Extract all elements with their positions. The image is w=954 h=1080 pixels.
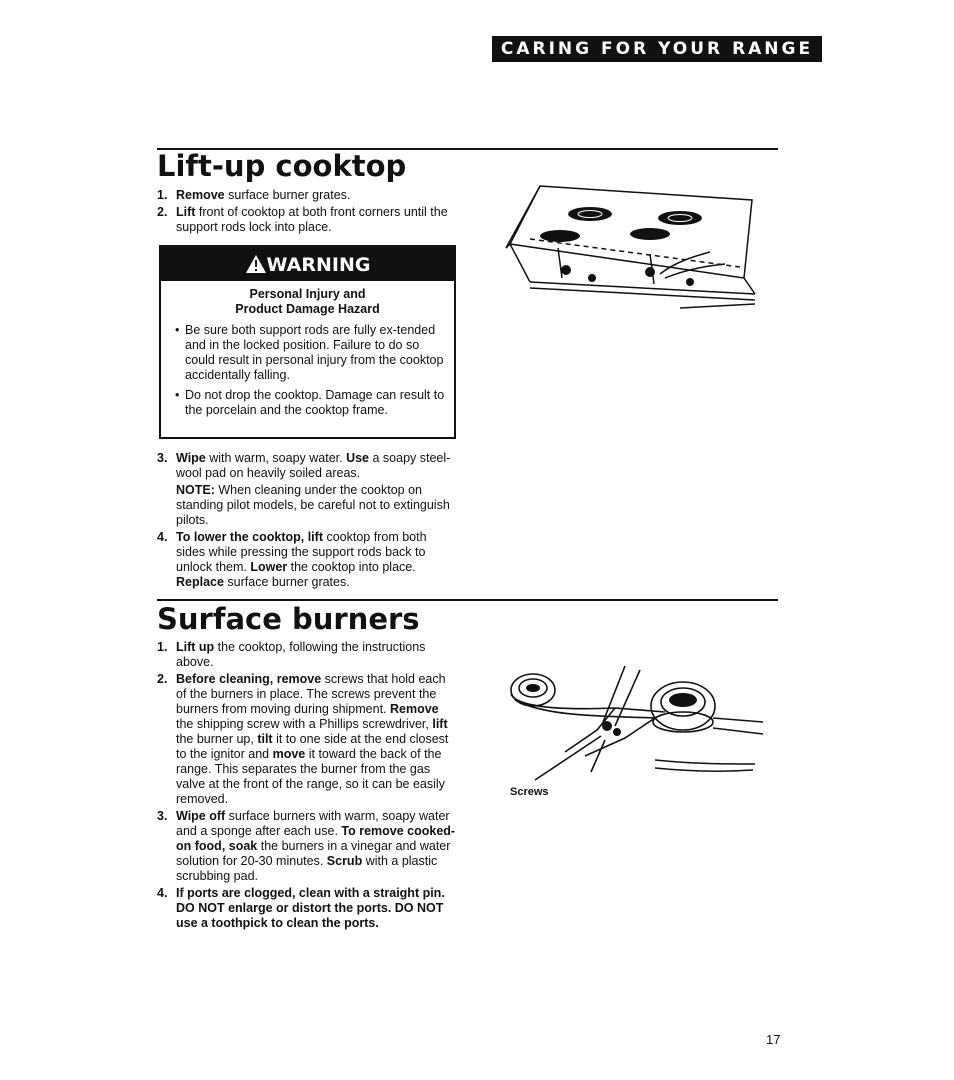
warning-label: WARNING	[266, 254, 371, 276]
page-number: 17	[766, 1032, 781, 1047]
warning-box	[159, 245, 456, 439]
lift-cooktop-title: Lift-up cooktop	[157, 149, 407, 183]
lifted-cooktop-illustration	[500, 182, 760, 312]
burner-steps	[157, 640, 457, 933]
step-item: 4. If ports are clogged, clean with a straight pin. DO NOT enlarge or distort the ports. DO NOT use a toothpick to clean the ports.	[157, 886, 445, 930]
warning-triangle-icon	[245, 254, 267, 274]
step-item: 4. To lower the cooktop, lift cooktop from both sides while pressing the support rods back to unlock them. Lower the cooktop into place. Replace surface burner grates.	[157, 530, 427, 589]
warning-header	[161, 247, 454, 281]
warning-bullets	[161, 323, 454, 418]
section-banner: CARING FOR YOUR RANGE	[492, 36, 822, 62]
burner-screws-illustration	[505, 660, 765, 785]
surface-burners-title: Surface burners	[157, 602, 420, 636]
warning-bullet: • Do not drop the cooktop. Damage can result to the porcelain and the cooktop frame.	[175, 388, 446, 418]
step-item: 2. Lift front of cooktop at both front corners until the support rods lock into place.	[157, 205, 448, 234]
step-note: NOTE: When cleaning under the cooktop on standing pilot models, be careful not to extinguish pilots.	[176, 483, 450, 527]
step-item: 2. Before cleaning, remove screws that hold each of the burners in place. The screws prevent the burners from moving during shipment. Remove the shipping screw with a Phillips screwdriver, lift the burner up, tilt it to one side at the end closest to the ignitor and move it toward the back of the range. This separates the burner from the gas valve at the front of the range, so it can be easily removed.	[157, 672, 449, 806]
warning-bullet: • Be sure both support rods are fully ex-tended and in the locked position. Failure to do so could result in personal injury from the cooktop accidentally falling.	[175, 323, 446, 383]
step-item: 1. Remove surface burner grates.	[157, 188, 351, 202]
step-item: 3. Wipe with warm, soapy water. Use a soapy steel-wool pad on heavily soiled areas. NOTE: When cleaning under the cooktop on standing pilot models, be careful not to extinguish pilots.	[157, 451, 457, 528]
warning-heading: Personal Injury and Product Damage Hazard	[235, 287, 380, 316]
lift-steps-top	[157, 188, 457, 237]
lift-steps-bottom	[157, 451, 457, 592]
step-item: 1. Lift up the cooktop, following the instructions above.	[157, 640, 426, 669]
section-rule-burners	[157, 599, 778, 601]
figure-caption: Screws	[510, 786, 549, 798]
step-item: 3. Wipe off surface burners with warm, soapy water and a sponge after each use. To remove cooked-on food, soak the burners in a vinegar and water solution for 20-30 minutes. Scrub with a plastic scrubbing pad.	[157, 809, 456, 883]
